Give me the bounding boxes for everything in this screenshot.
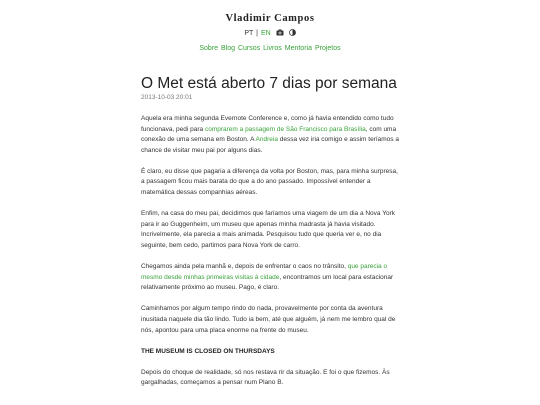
post-title: O Met está aberto 7 dias por semana <box>141 75 397 92</box>
nav-item-cursos[interactable]: Cursos <box>237 45 261 52</box>
paragraph-text: Chegamos ainda pela manhã e, depois de enfrentar o caos no trânsito, <box>141 263 348 271</box>
site-header <box>0 0 540 53</box>
nav-item-projetos[interactable]: Projetos <box>314 45 341 52</box>
paragraph-1 <box>141 114 403 156</box>
language-switcher <box>0 29 540 39</box>
lang-en[interactable]: EN <box>260 30 271 37</box>
paragraph-text: dessa vez iria comigo e assim teríamos a chance de visitar meu pai por alguns dias. <box>141 136 399 154</box>
paragraph-2: É claro, eu disse que pagaria a diferença da volta por Boston, mas, para minha surpresa, a passagem ficou mais barata do que a do ano passado. Impossível entender a matemática dessas companhias aéreas. <box>141 167 398 197</box>
link-andreia[interactable]: Andreia <box>255 136 278 144</box>
contrast-icon[interactable] <box>289 29 296 39</box>
paragraph-text: , com uma conexão de uma semana em Boston. A <box>141 125 397 144</box>
paragraph-3: Enfim, na casa do meu pai, decidimos que faríamos uma viagem de um dia a Nova York para ir ao Guggenheim, um museu que apenas minha madrasta já havia visitado. Incrivelmente, ela parecia a mais animada. Pesquisou tudo que queria ver e, no dia seguinte, bem cedo, partimos para Nova York de carro. <box>141 210 395 249</box>
nav-item-sobre[interactable]: Sobre <box>199 45 219 52</box>
nav-item-mentoria[interactable]: Mentoria <box>284 45 312 52</box>
post-date: 2013-10-03 20:01 <box>141 94 193 101</box>
link-passagem[interactable]: comprarem a passagem de São Francisco para Brasília <box>204 125 366 133</box>
nav-item-livros[interactable]: Livros <box>263 45 282 52</box>
lang-pt[interactable]: PT <box>244 30 254 37</box>
site-title[interactable]: Vladimir Campos <box>225 13 315 24</box>
post-article <box>141 74 403 399</box>
nav-item-blog[interactable]: Blog <box>221 45 236 52</box>
paragraph-text: Aquela era minha segunda Evernote Conference e, como já havia entendido como tudo funcionava, pedi para <box>141 115 394 133</box>
link-primeiras-visitas[interactable]: que parecia o mesmo desde minhas primeiras visitas à cidade <box>141 263 388 281</box>
post-body <box>141 114 403 389</box>
camera-icon[interactable] <box>276 29 284 39</box>
section-heading: THE MUSEUM IS CLOSED ON THURSDAYS <box>141 347 275 355</box>
main-nav <box>0 44 540 53</box>
paragraph-5: Caminhamos por algum tempo rindo do nada, provavelmente por conta da aventura inusitada naquele dia tão lindo. Tudo ia bem, até que alguém, já nem me lembro qual de nós, apontou para uma placa enorme na frente do museu. <box>141 305 396 334</box>
lang-separator: | <box>256 30 258 37</box>
paragraph-text: , encontramos um local para estacionar relativamente próximo ao museu. Pago, é claro. <box>141 273 394 292</box>
paragraph-6: Depois do choque de realidade, só nos restava rir da situação. E foi o que fizemos. Às gargalhadas, começamos a pensar num Plano B. <box>141 368 390 387</box>
paragraph-4 <box>141 262 403 294</box>
